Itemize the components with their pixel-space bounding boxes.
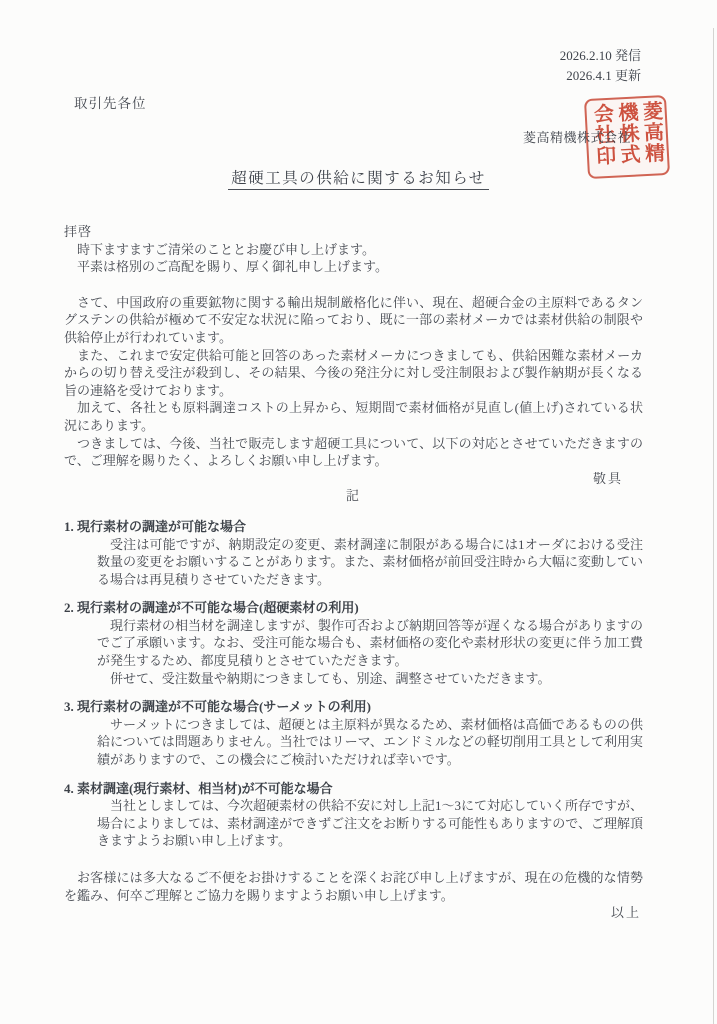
greeting-line: 平素は格別のご高配を賜り、厚く御礼申し上げます。 xyxy=(77,259,388,275)
end-marker: 以上 xyxy=(610,905,641,921)
date-block xyxy=(560,46,641,86)
record-marker: 記 xyxy=(345,488,361,504)
section-1 xyxy=(64,518,643,588)
body-paragraph: つきましては、今後、当社で販売します超硬工具について、以下の対応とさせていただきますので、ご理解を賜りたく、よろしくお願い申し上げます。 xyxy=(64,435,643,469)
section-paragraph: 現行素材の相当材を調達しますが、製作可否および納期回答等が遅くなる場合がありますのでご了承願います。なお、受注可能な場合も、素材価格の変化や素材形状の変更に伴う加工費が発生するため、都度見積りとさせていただきます。 xyxy=(97,617,644,669)
date-updated: 2026.4.1 更新 xyxy=(566,68,641,83)
section-paragraph: サーメットにつきましては、超硬とは主原料が異なるため、素材価格は高価であるものの供給については問題ありません。当社ではリーマ、エンドミルなどの軽切削用工具として利用実績がありますので、この機会にご検討いただければ幸いです。 xyxy=(97,716,643,768)
salutation: 拝啓 xyxy=(64,224,93,239)
section-2 xyxy=(64,599,643,687)
section-body xyxy=(97,536,643,589)
document-title-text: 超硬工具の供給に関するお知らせ xyxy=(228,170,489,190)
date-issued: 2026.2.10 発信 xyxy=(559,48,641,63)
closing-word: 敬具 xyxy=(592,470,623,486)
section-body xyxy=(97,617,643,687)
apology-paragraph-block xyxy=(64,869,643,904)
company-name: 菱高精機株式会社 xyxy=(522,130,631,145)
section-heading: 1. 現行素材の調達が可能な場合 xyxy=(64,518,247,534)
section-heading: 2. 現行素材の調達が不可能な場合(超硬素材の利用) xyxy=(64,600,359,616)
body-paragraph: 加えて、各社とも原料調達コストの上昇から、短期間で素材価格が見直し(値上げ)されている状況にあります。 xyxy=(64,400,643,433)
section-paragraph: 当社としましては、今次超硬素材の供給不安に対し上記1～3にて対応していく所存ですが、場合によりましては、素材調達ができずご注文をお断りする可能性もありますので、ご理解頂きますようお願い申し上げます。 xyxy=(97,798,644,849)
section-3 xyxy=(64,698,643,768)
seal-text: 菱高精機株式会社印 xyxy=(589,100,665,167)
recipient: 取引先各位 xyxy=(74,96,147,111)
section-paragraph: 受注は可能ですが、納期設定の変更、素材調達に制限がある場合には1オーダにおける受注数量の変更をお願いすることがあります。また、素材価格が前回受注時から大幅に変動している場合は再見積りさせていただきます。 xyxy=(97,536,643,587)
greeting-line: 時下ますますご清栄のこととお慶び申し上げます。 xyxy=(77,241,375,257)
section-body xyxy=(97,716,643,769)
body-paragraph: また、これまで安定供給可能と回答のあった素材メーカにつきましても、供給困難な素材メーカからの切り替え受注が殺到し、その結果、今後の発注分に対し受注制限および製作納期が長くなる旨の連絡を受けております。 xyxy=(64,347,643,398)
section-body xyxy=(97,797,643,850)
section-paragraph: 併せて、受注数量や納期につきましても、別途、調整させていただきます。 xyxy=(110,670,551,686)
body-paragraph: さて、中国政府の重要鉱物に関する輸出規制厳格化に伴い、現在、超硬合金の主原料であるタングステンの供給が極めて不安定な状況に陥っており、既に一部の素材メーカでは素材供給の制限や供給停止が行われています。 xyxy=(64,294,643,345)
apology-paragraph: お客様には多大なるご不便をお掛けすることを深くお詫び申し上げますが、現在の危機的な情勢を鑑み、何卒ご理解とご協力を賜りますようお願い申し上げます。 xyxy=(64,870,643,903)
letter-body xyxy=(64,223,643,922)
section-heading: 3. 現行素材の調達が不可能な場合(サーメットの利用) xyxy=(64,699,372,715)
section-heading: 4. 素材調達(現行素材、相当材)が不可能な場合 xyxy=(64,780,333,796)
section-4 xyxy=(64,780,643,850)
